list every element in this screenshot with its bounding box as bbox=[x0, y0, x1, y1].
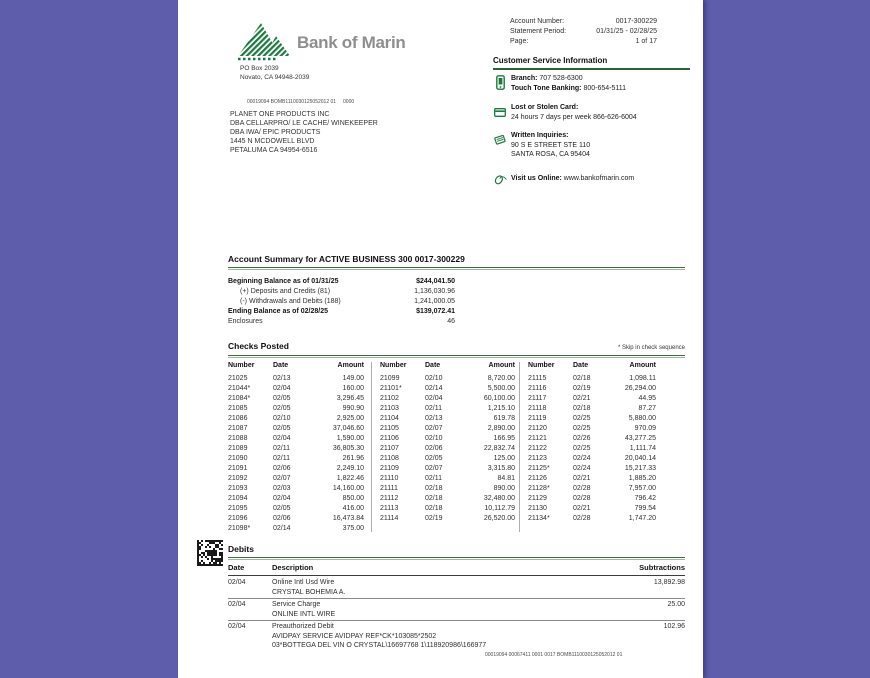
check-row bbox=[528, 384, 656, 394]
checks-header-row bbox=[528, 361, 656, 371]
check-row bbox=[380, 374, 515, 384]
check-date: 02/14 bbox=[425, 385, 443, 392]
checks-column-1 bbox=[228, 361, 364, 534]
check-date: 02/25 bbox=[573, 415, 591, 422]
recipient-line: 1445 N MCDOWELL BLVD bbox=[230, 138, 315, 145]
check-date: 02/21 bbox=[573, 505, 591, 512]
check-date: 02/05 bbox=[273, 425, 291, 432]
check-amount: 1,822.46 bbox=[336, 475, 364, 482]
recipient-address bbox=[230, 110, 378, 155]
check-row bbox=[380, 424, 515, 434]
statement-info-label: Account Number: bbox=[510, 18, 565, 25]
check-row bbox=[380, 394, 515, 404]
check-amount: 1,111.74 bbox=[629, 445, 656, 452]
debit-amount: 25.00 bbox=[667, 601, 685, 608]
check-row bbox=[380, 514, 515, 524]
touch-tone-phone: 800-654-5111 bbox=[583, 84, 627, 92]
check-number: 21112 bbox=[380, 495, 399, 502]
debit-amount: 13,892.98 bbox=[653, 579, 685, 586]
check-row bbox=[528, 484, 656, 494]
check-amount: 43,277.25 bbox=[624, 435, 656, 442]
check-row bbox=[228, 504, 364, 514]
check-number: 21125* bbox=[528, 465, 550, 472]
recipient-line: DBA IWA/ EPIC PRODUCTS bbox=[230, 129, 321, 136]
debits-header-date: Date bbox=[228, 563, 245, 572]
check-amount: 2,249.10 bbox=[336, 465, 364, 472]
debit-detail: 03*BOTTEGA DEL VIN O CRYSTAL\16697768 1\118920986\166977 bbox=[272, 642, 487, 649]
debit-main-row bbox=[228, 622, 685, 632]
check-date: 02/25 bbox=[573, 425, 591, 432]
check-row bbox=[528, 454, 656, 464]
summary-label: (+) Deposits and Credits (81) bbox=[240, 288, 331, 295]
check-amount: 5,500.00 bbox=[487, 385, 515, 392]
check-amount: 14,160.00 bbox=[332, 485, 364, 492]
check-amount: 1,590.00 bbox=[336, 435, 364, 442]
check-number: 21123 bbox=[528, 455, 547, 462]
check-row bbox=[380, 444, 515, 454]
debit-main-row bbox=[228, 600, 685, 610]
check-row bbox=[228, 374, 364, 384]
check-amount: 16,473.84 bbox=[332, 515, 364, 522]
check-number: 21117 bbox=[528, 395, 547, 402]
check-date: 02/24 bbox=[573, 465, 591, 472]
check-date: 02/24 bbox=[573, 455, 591, 462]
checks-header-row bbox=[228, 361, 364, 371]
check-row bbox=[228, 404, 364, 414]
statement-info-value: 01/31/25 - 02/28/25 bbox=[596, 28, 657, 35]
check-number: 21088 bbox=[228, 435, 248, 442]
check-amount: 3,315.80 bbox=[487, 465, 515, 472]
check-number: 21095 bbox=[228, 505, 248, 512]
statement-info-row bbox=[510, 27, 657, 37]
check-amount: 87.27 bbox=[638, 405, 656, 412]
check-date: 02/13 bbox=[425, 415, 443, 422]
debit-date: 02/04 bbox=[228, 601, 246, 608]
account-summary-title: Account Summary for ACTIVE BUSINESS 300 0017-300229 bbox=[228, 254, 465, 264]
check-row bbox=[228, 394, 364, 404]
checks-header-number: Number bbox=[528, 362, 555, 369]
check-number: 21121 bbox=[528, 435, 547, 442]
check-number: 21130 bbox=[528, 505, 547, 512]
debit-description: Online Intl Usd Wire bbox=[272, 579, 335, 586]
check-date: 02/11 bbox=[273, 445, 290, 452]
check-row bbox=[528, 504, 656, 514]
check-number: 21084* bbox=[228, 395, 251, 402]
check-number: 21134* bbox=[528, 515, 550, 522]
check-row bbox=[228, 384, 364, 394]
check-row bbox=[528, 424, 656, 434]
statement-info-row bbox=[510, 17, 657, 27]
check-date: 02/10 bbox=[425, 375, 443, 382]
check-row bbox=[380, 434, 515, 444]
check-date: 02/05 bbox=[273, 395, 291, 402]
check-date: 02/06 bbox=[425, 445, 443, 452]
debits-header-row bbox=[228, 563, 685, 572]
check-number: 21025 bbox=[228, 375, 248, 382]
check-row bbox=[228, 514, 364, 524]
check-amount: 2,890.00 bbox=[487, 425, 515, 432]
check-amount: 60,100.00 bbox=[483, 395, 515, 402]
statement-info-label: Statement Period: bbox=[510, 28, 567, 35]
debit-description: Preauthorized Debit bbox=[272, 623, 334, 630]
check-number: 21107 bbox=[380, 445, 399, 452]
check-number: 21118 bbox=[528, 405, 547, 412]
summary-label: Enclosures bbox=[228, 318, 263, 325]
check-row bbox=[528, 444, 656, 454]
check-number: 21086 bbox=[228, 415, 248, 422]
statement-info-label: Page: bbox=[510, 38, 529, 45]
debit-main-row bbox=[228, 578, 685, 588]
check-date: 02/05 bbox=[273, 505, 291, 512]
checks-header-amount: Amount bbox=[629, 362, 656, 369]
check-date: 02/18 bbox=[425, 485, 443, 492]
check-date: 02/05 bbox=[425, 455, 443, 462]
account-summary-table bbox=[228, 277, 455, 327]
check-row bbox=[380, 484, 515, 494]
check-row bbox=[380, 504, 515, 514]
customer-service-rule bbox=[493, 68, 690, 70]
check-number: 21106 bbox=[380, 435, 399, 442]
check-date: 02/07 bbox=[273, 475, 291, 482]
bank-of-marin-logo-icon bbox=[236, 20, 292, 62]
summary-row bbox=[228, 277, 455, 287]
check-date: 02/04 bbox=[273, 435, 291, 442]
check-amount: 125.00 bbox=[493, 455, 515, 462]
check-amount: 1,885.20 bbox=[628, 475, 656, 482]
check-number: 21087 bbox=[228, 425, 248, 432]
check-amount: 2,925.00 bbox=[336, 415, 364, 422]
check-amount: 26,294.00 bbox=[624, 385, 656, 392]
statement-info bbox=[510, 17, 657, 47]
check-date: 02/18 bbox=[573, 405, 591, 412]
debits-rule bbox=[228, 557, 685, 560]
check-amount: 15,217.33 bbox=[624, 465, 656, 472]
summary-row bbox=[228, 287, 455, 297]
check-number: 21085 bbox=[228, 405, 248, 412]
visit-online-line: Visit us Online: www.bankofmarin.com bbox=[511, 175, 635, 182]
check-date: 02/21 bbox=[573, 395, 591, 402]
check-date: 02/05 bbox=[273, 405, 291, 412]
summary-value: 46 bbox=[447, 318, 455, 325]
checks-header-date: Date bbox=[425, 362, 441, 369]
check-number: 21098* bbox=[228, 525, 251, 532]
check-date: 02/18 bbox=[425, 495, 443, 502]
checks-header-row bbox=[380, 361, 515, 371]
check-date: 02/26 bbox=[573, 435, 591, 442]
check-date: 02/04 bbox=[425, 395, 443, 402]
mail-routing-code: 00019094 BOMB1110030125052012 01 0000 bbox=[247, 99, 355, 105]
check-row bbox=[228, 474, 364, 484]
debit-row-group bbox=[228, 577, 685, 599]
check-number: 21126 bbox=[528, 475, 547, 482]
check-number: 21099 bbox=[380, 375, 400, 382]
checks-header-date: Date bbox=[273, 362, 289, 369]
debits-header-description: Description bbox=[272, 563, 314, 572]
check-number: 21108 bbox=[380, 455, 399, 462]
footer-processing-code: 00019094 00067411 0001 0017 BOMB1110030125052012 01 bbox=[485, 652, 623, 658]
check-number: 21110 bbox=[380, 475, 399, 482]
recipient-line: PLANET ONE PRODUCTS INC bbox=[230, 111, 330, 118]
checks-header-number: Number bbox=[228, 362, 255, 369]
check-number: 21094 bbox=[228, 495, 248, 502]
check-amount: 890.00 bbox=[493, 485, 515, 492]
bank-url: www.bankofmarin.com bbox=[563, 175, 635, 182]
check-date: 02/25 bbox=[573, 445, 591, 452]
check-date: 02/11 bbox=[425, 475, 442, 482]
check-date: 02/28 bbox=[573, 515, 591, 522]
check-date: 02/21 bbox=[573, 475, 591, 482]
check-amount: 160.00 bbox=[342, 385, 364, 392]
checks-posted-title: Checks Posted bbox=[228, 341, 289, 351]
check-number: 21091 bbox=[228, 465, 248, 472]
check-number: 21044* bbox=[228, 385, 251, 392]
summary-value: 1,241,000.05 bbox=[414, 298, 455, 305]
check-date: 02/07 bbox=[425, 465, 443, 472]
check-date: 02/19 bbox=[573, 385, 591, 392]
check-date: 02/18 bbox=[425, 505, 443, 512]
bank-po-box: PO Box 2039 bbox=[240, 65, 279, 72]
touch-tone-line: Touch Tone Banking: 800-654-5111 bbox=[511, 84, 627, 92]
summary-label: Ending Balance as of 02/28/25 bbox=[228, 308, 328, 315]
check-row bbox=[380, 404, 515, 414]
check-date: 02/06 bbox=[273, 515, 291, 522]
letter-icon bbox=[494, 132, 506, 150]
check-row bbox=[228, 524, 364, 534]
check-date: 02/11 bbox=[425, 405, 442, 412]
check-amount: 20,040.14 bbox=[624, 455, 656, 462]
checks-column-2 bbox=[380, 361, 515, 524]
checks-header-number: Number bbox=[380, 362, 407, 369]
check-row bbox=[228, 414, 364, 424]
debits-header-rule bbox=[228, 575, 685, 576]
check-number: 21115 bbox=[528, 375, 547, 382]
check-amount: 3,296.45 bbox=[336, 395, 364, 402]
check-amount: 990.90 bbox=[342, 405, 364, 412]
check-number: 21104 bbox=[380, 415, 399, 422]
phone-icon bbox=[496, 75, 505, 95]
check-amount: 375.00 bbox=[342, 525, 364, 532]
check-number: 21103 bbox=[380, 405, 399, 412]
check-amount: 796.42 bbox=[634, 495, 656, 502]
checks-header-amount: Amount bbox=[488, 362, 515, 369]
check-date: 02/06 bbox=[273, 465, 291, 472]
debit-row-group bbox=[228, 621, 685, 652]
check-row bbox=[228, 464, 364, 474]
check-date: 02/04 bbox=[273, 385, 291, 392]
check-row bbox=[228, 424, 364, 434]
debit-detail: ONLINE INTL WIRE bbox=[272, 610, 336, 618]
checks-column-3 bbox=[528, 361, 656, 524]
summary-label: (-) Withdrawals and Debits (188) bbox=[240, 298, 341, 305]
check-number: 21109 bbox=[380, 465, 399, 472]
written-inquiries-addr1: 90 S E STREET STE 110 bbox=[511, 141, 591, 149]
check-row bbox=[228, 454, 364, 464]
check-amount: 7,957.00 bbox=[628, 485, 656, 492]
check-amount: 619.78 bbox=[493, 415, 515, 422]
recipient-line: PETALUMA CA 94954-6516 bbox=[230, 147, 318, 154]
check-amount: 1,215.10 bbox=[487, 405, 515, 412]
check-number: 21101* bbox=[380, 385, 402, 392]
mouse-icon bbox=[494, 172, 507, 190]
checks-column-divider bbox=[519, 362, 520, 532]
check-date: 02/10 bbox=[425, 435, 443, 442]
check-date: 02/28 bbox=[573, 495, 591, 502]
skip-sequence-note: * Skip in check sequence bbox=[617, 345, 685, 351]
summary-row bbox=[228, 317, 455, 327]
check-amount: 84.81 bbox=[497, 475, 515, 482]
check-date: 02/28 bbox=[573, 485, 591, 492]
check-row bbox=[228, 444, 364, 454]
check-number: 21120 bbox=[528, 425, 547, 432]
debit-date: 02/04 bbox=[228, 623, 246, 630]
check-date: 02/18 bbox=[573, 375, 591, 382]
written-inquiries-label: Written Inquiries: bbox=[511, 132, 569, 139]
bank-city: Novato, CA 94948-2039 bbox=[240, 73, 310, 81]
check-row bbox=[528, 464, 656, 474]
summary-row bbox=[228, 297, 455, 307]
check-row bbox=[380, 494, 515, 504]
card-icon bbox=[494, 104, 506, 122]
check-row bbox=[528, 414, 656, 424]
check-amount: 10,112.79 bbox=[484, 505, 515, 512]
statement-page bbox=[178, 0, 703, 678]
written-inquiries-addr2: SANTA ROSA, CA 95404 bbox=[511, 151, 590, 158]
check-row bbox=[528, 404, 656, 414]
check-number: 21128* bbox=[528, 485, 550, 492]
check-row bbox=[528, 494, 656, 504]
debit-date: 02/04 bbox=[228, 579, 246, 586]
debits-header-subtractions: Subtractions bbox=[639, 563, 685, 572]
recipient-line: DBA CELLARPRO/ LE CACHE/ WINEKEEPER bbox=[230, 120, 378, 127]
check-row bbox=[528, 434, 656, 444]
debit-detail: AVIDPAY SERVICE AVIDPAY REF*CK*103085*2502 bbox=[272, 632, 437, 640]
check-number: 21113 bbox=[380, 505, 399, 512]
check-number: 21092 bbox=[228, 475, 248, 482]
check-number: 21111 bbox=[380, 485, 398, 492]
check-number: 21122 bbox=[528, 445, 547, 452]
lost-card-label: Lost or Stolen Card: bbox=[511, 104, 579, 111]
check-number: 21119 bbox=[528, 415, 547, 422]
check-row bbox=[380, 474, 515, 484]
summary-value: 1,136,030.96 bbox=[414, 288, 455, 295]
statement-info-row bbox=[510, 37, 657, 47]
debit-row-group bbox=[228, 599, 685, 621]
check-row bbox=[380, 384, 515, 394]
check-number: 21114 bbox=[380, 515, 399, 522]
summary-value: $244,041.50 bbox=[416, 278, 455, 285]
branch-line: Branch: 707 528-6300 bbox=[511, 75, 583, 82]
check-amount: 37,046.60 bbox=[332, 425, 364, 432]
debits-title: Debits bbox=[228, 544, 254, 554]
check-row bbox=[528, 474, 656, 484]
check-number: 21105 bbox=[380, 425, 399, 432]
check-date: 02/07 bbox=[425, 425, 443, 432]
check-row bbox=[380, 454, 515, 464]
check-row bbox=[528, 514, 656, 524]
check-amount: 5,880.00 bbox=[628, 415, 656, 422]
check-number: 21096 bbox=[228, 515, 248, 522]
check-date: 02/11 bbox=[273, 455, 290, 462]
check-date: 02/19 bbox=[425, 515, 443, 522]
check-amount: 26,520.00 bbox=[483, 515, 515, 522]
check-amount: 32,480.00 bbox=[483, 495, 515, 502]
debits-table bbox=[228, 577, 685, 652]
summary-label: Beginning Balance as of 01/31/25 bbox=[228, 278, 339, 285]
lost-card-text: 24 hours 7 days per week 866-626-6004 bbox=[511, 113, 637, 121]
check-amount: 149.00 bbox=[342, 375, 364, 382]
check-amount: 36,805.30 bbox=[332, 445, 364, 452]
check-number: 21089 bbox=[228, 445, 248, 452]
check-amount: 1,098.11 bbox=[629, 375, 656, 382]
customer-service-heading: Customer Service Information bbox=[493, 56, 608, 65]
check-number: 21090 bbox=[228, 455, 248, 462]
check-date: 02/10 bbox=[273, 415, 291, 422]
check-date: 02/03 bbox=[273, 485, 291, 492]
account-summary-rule bbox=[228, 267, 685, 270]
bank-name: Bank of Marin bbox=[297, 33, 406, 52]
checks-column-divider bbox=[371, 362, 372, 532]
check-row bbox=[528, 374, 656, 384]
check-row bbox=[228, 484, 364, 494]
debit-description: Service Charge bbox=[272, 601, 321, 608]
statement-info-value: 0017-300229 bbox=[615, 18, 657, 25]
check-amount: 970.09 bbox=[634, 425, 656, 432]
check-number: 21102 bbox=[380, 395, 399, 402]
checks-posted-rule bbox=[228, 355, 685, 358]
check-amount: 850.00 bbox=[342, 495, 364, 502]
check-row bbox=[528, 394, 656, 404]
check-number: 21116 bbox=[528, 385, 547, 392]
checks-header-amount: Amount bbox=[337, 362, 364, 369]
branch-phone: 707 528-6300 bbox=[539, 75, 583, 82]
check-row bbox=[380, 414, 515, 424]
check-amount: 1,747.20 bbox=[628, 515, 656, 522]
checks-header-date: Date bbox=[573, 362, 589, 369]
check-amount: 44.95 bbox=[638, 395, 656, 402]
summary-row bbox=[228, 307, 455, 317]
check-amount: 166.95 bbox=[493, 435, 515, 442]
check-amount: 416.00 bbox=[342, 505, 364, 512]
debit-amount: 102.96 bbox=[663, 623, 685, 630]
check-amount: 22,832.74 bbox=[483, 445, 515, 452]
check-number: 21093 bbox=[228, 485, 248, 492]
check-row bbox=[380, 464, 515, 474]
check-number: 21129 bbox=[528, 495, 547, 502]
check-date: 02/04 bbox=[273, 495, 291, 502]
summary-value: $139,072.41 bbox=[416, 308, 455, 315]
datamatrix-barcode-icon bbox=[197, 540, 223, 566]
check-row bbox=[228, 434, 364, 444]
check-row bbox=[228, 494, 364, 504]
debit-detail: CRYSTAL BOHEMIA A. bbox=[272, 588, 346, 596]
check-date: 02/14 bbox=[273, 525, 291, 532]
check-date: 02/13 bbox=[273, 375, 291, 382]
statement-info-value: 1 of 17 bbox=[635, 38, 657, 45]
check-amount: 799.54 bbox=[634, 505, 656, 512]
check-amount: 8,720.00 bbox=[487, 375, 515, 382]
check-amount: 261.96 bbox=[342, 455, 364, 462]
